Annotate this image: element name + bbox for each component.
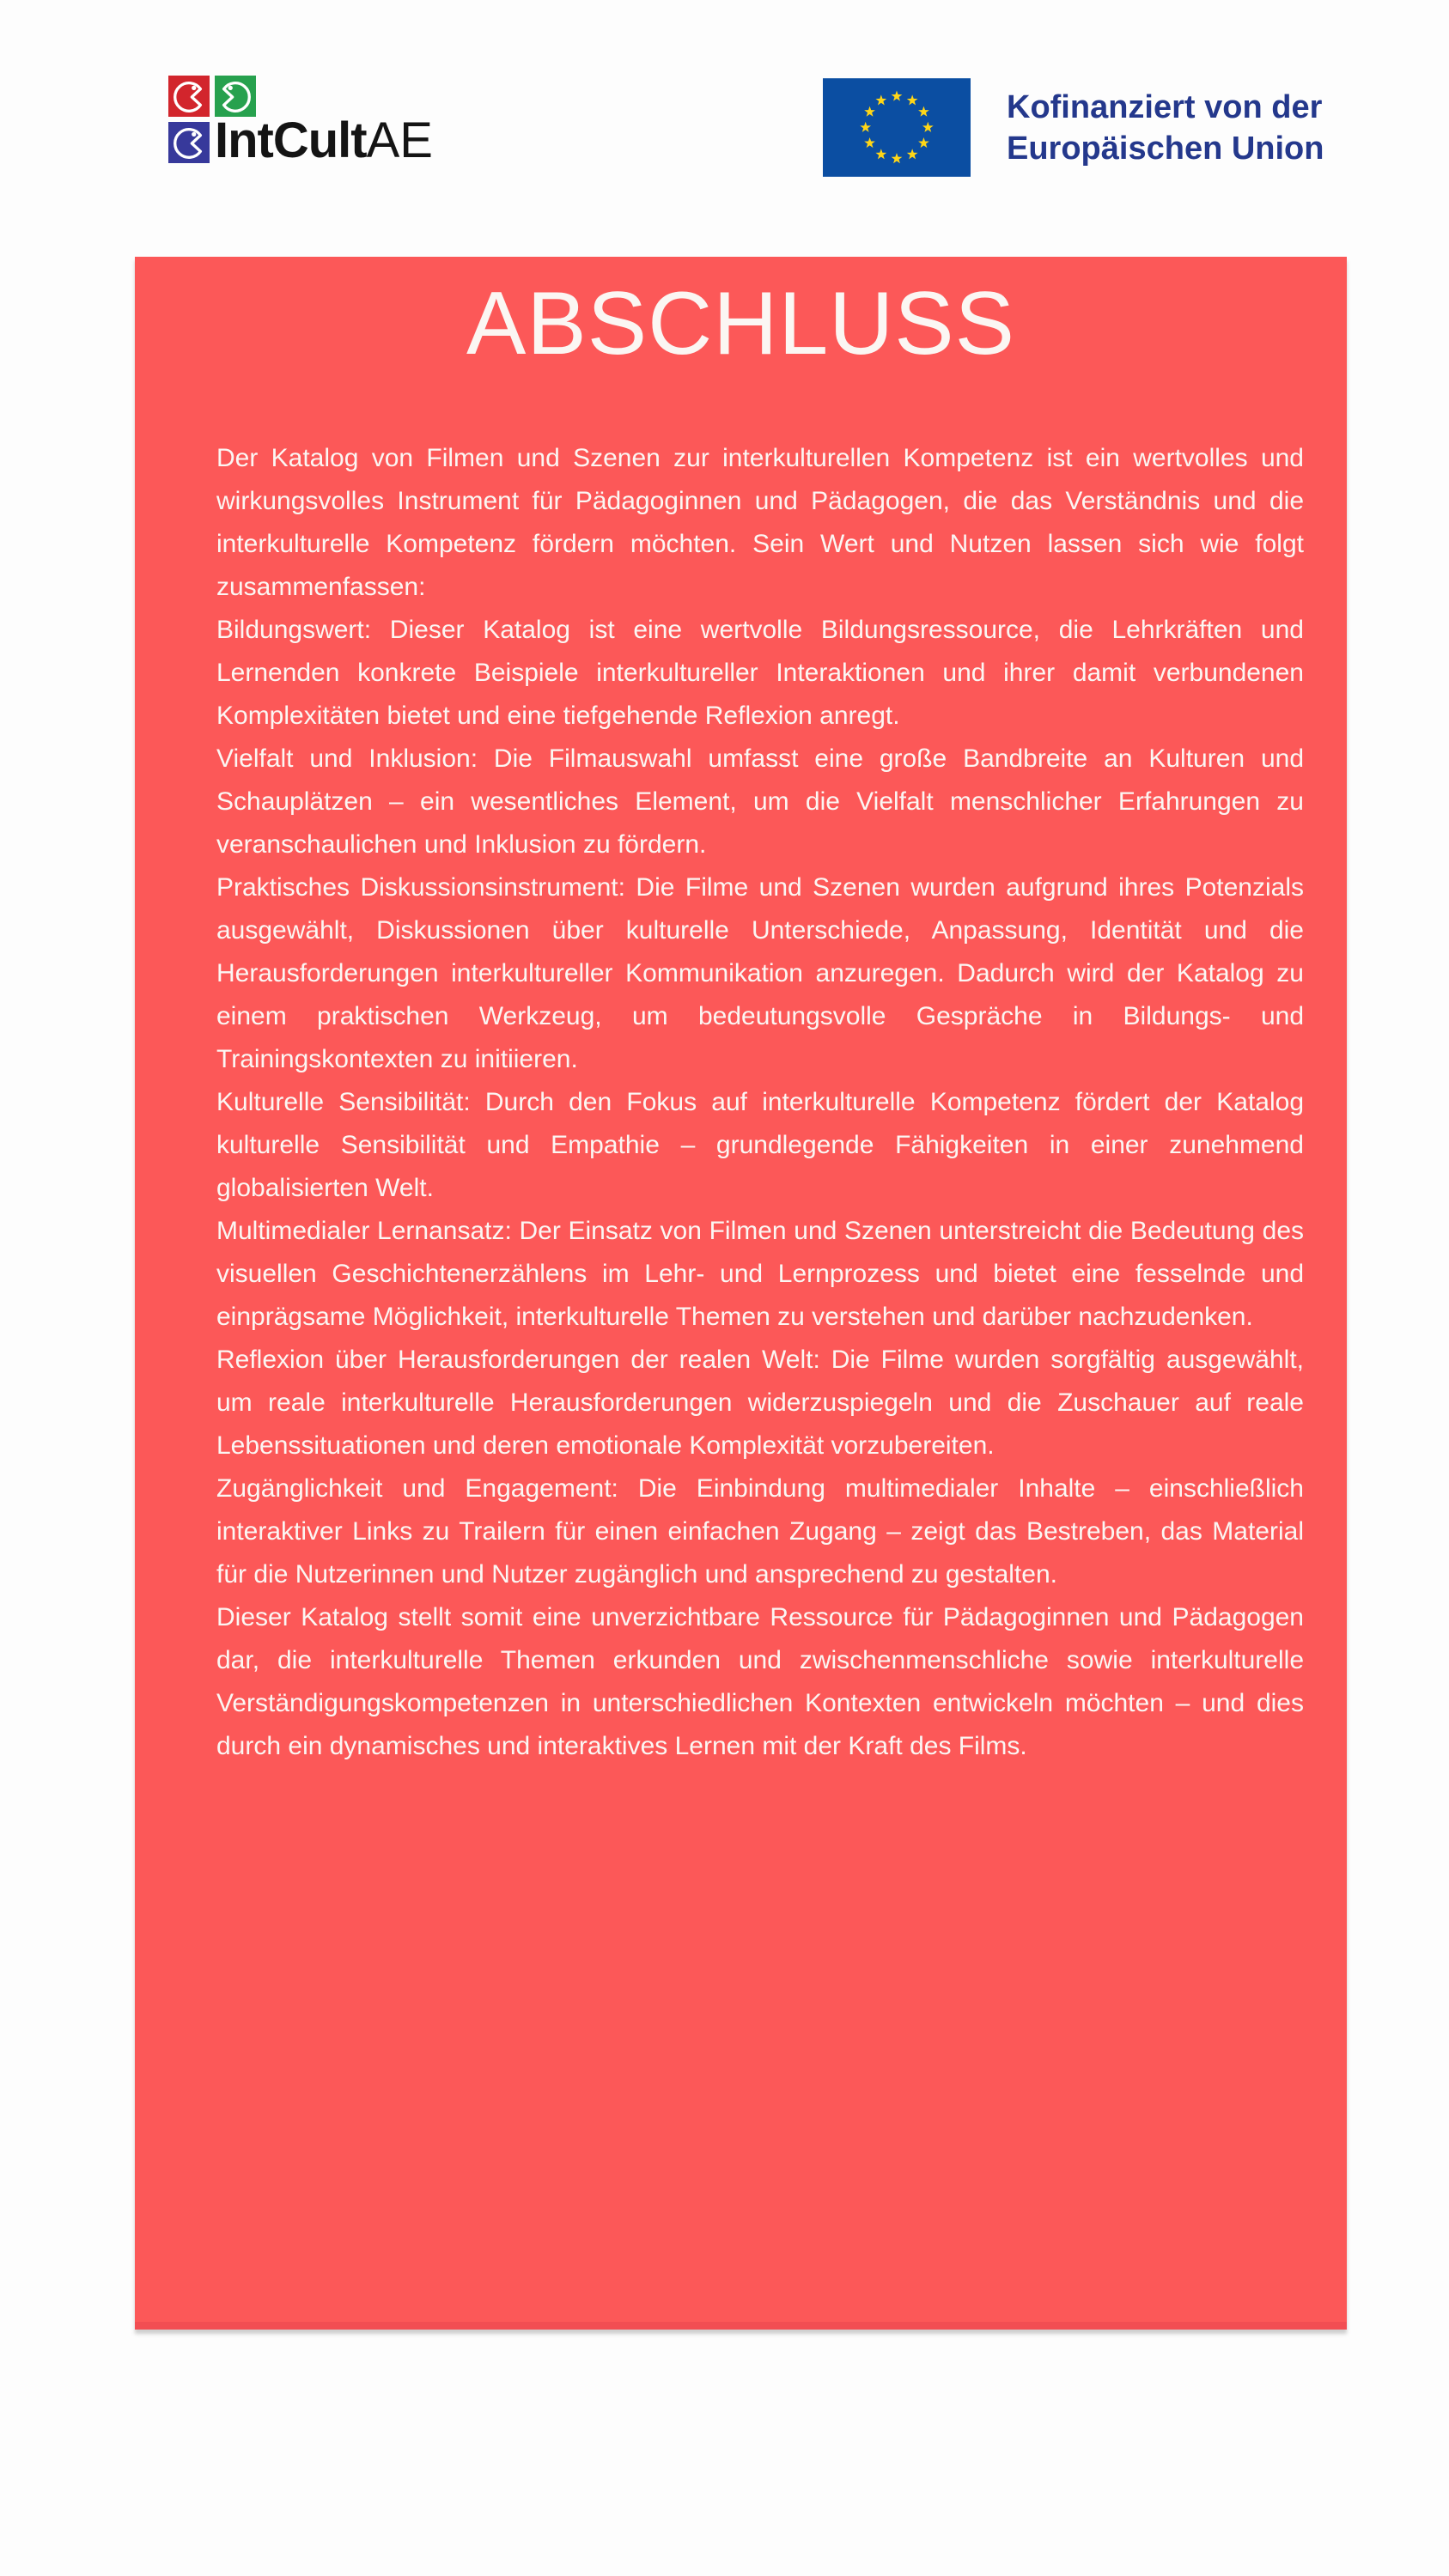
intcultae-wordmark (215, 112, 433, 168)
page-title: ABSCHLUSS (466, 274, 1015, 374)
paragraph-fazit: Dieser Katalog stellt somit eine unverzichtbare Ressource für Pädagoginnen und Pädagogen dar, die interkulturelle Themen erkunden und zwischenmenschliche sowie interkulturelle Verständigungskompetenzen in unterschiedlichen Kontexten entwickeln möchten – und dies durch ein dynamisches und interaktives Lernen mit der Kraft des Films. (216, 1603, 1304, 1760)
eu-cofunded-label-line2: Europäischen Union (1007, 130, 1324, 167)
body-text (216, 437, 1304, 1768)
intcultae-wordmark-bold: IntCult (215, 112, 367, 168)
paragraph-kulturelle-sensibilitaet: Kulturelle Sensibilität: Durch den Fokus auf interkulturelle Kompetenz fördert der Katalog kulturelle Sensibilität und Empathie – grundlegende Fähigkeiten in einer zunehmend globalisierten Welt. (216, 1088, 1304, 1202)
eu-cofunded-logo (823, 78, 1324, 177)
intcultae-logo-row-top (168, 76, 581, 117)
paragraph-zugaenglichkeit-engagement: Zugänglichkeit und Engagement: Die Einbindung multimedialer Inhalte – einschließlich interaktiver Links zu Trailern für einen einfachen Zugang – zeigt das Bestreben, das Material für die Nutzerinnen und Nutzer zugänglich und ansprechend zu gestalten. (216, 1474, 1304, 1589)
green-face-icon (215, 76, 256, 117)
paragraph-multimedialer-lernansatz: Multimedialer Lernansatz: Der Einsatz von Filmen und Szenen unterstreicht die Bedeutung des visuellen Geschichtenerzählens im Lehr- und Lernprozess und bietet eine fesselnde und einprägsame Möglichkeit, interkulturelle Themen zu verstehen und darüber nachzudenken. (216, 1217, 1304, 1331)
paragraph-reflexion-reale-welt: Reflexion über Herausforderungen der realen Welt: Die Filme wurden sorgfältig ausgewählt, um reale interkulturelle Herausforderungen widerzuspiegeln und die Zuschauer auf reale Lebenssituationen und deren emotionale Komplexität vorzubereiten. (216, 1346, 1304, 1460)
paragraph-intro: Der Katalog von Filmen und Szenen zur interkulturellen Kompetenz ist ein wertvolles und wirkungsvolles Instrument für Pädagoginnen und Pädagogen, die das Verständnis und die interkulturelle Kompetenz fördern möchten. Sein Wert und Nutzen lassen sich wie folgt zusammenfassen: (216, 444, 1304, 601)
abschluss-panel (135, 257, 1347, 2330)
eu-flag-icon (823, 78, 971, 177)
paragraph-diskussionsinstrument: Praktisches Diskussionsinstrument: Die Filme und Szenen wurden aufgrund ihres Potenzials ausgewählt, Diskussionen über kulturelle Unterschiede, Anpassung, Identität und die Herausforderungen interkultureller Kommunikation anzuregen. Dadurch wird der Katalog zu einem praktischen Werkzeug, um bedeutungsvolle Gespräche in Bildungs- und Trainingskontexten zu initiieren. (216, 873, 1304, 1073)
eu-cofunded-label (1007, 87, 1324, 169)
intcultae-logo-row-bottom (168, 112, 581, 168)
eu-cofunded-label-line1: Kofinanziert von der (1007, 88, 1323, 125)
paragraph-bildungswert: Bildungswert: Dieser Katalog ist eine wertvolle Bildungsressource, die Lehrkräften und Lernenden konkrete Beispiele interkultureller Interaktionen und ihrer damit verbundenen Komplexitäten bietet und eine tiefgehende Reflexion anregt. (216, 616, 1304, 730)
blue-face-icon (168, 122, 210, 163)
intcultae-wordmark-light: AE (366, 112, 433, 168)
paragraph-vielfalt-inklusion: Vielfalt und Inklusion: Die Filmauswahl umfasst eine große Bandbreite an Kulturen und Schauplätzen – ein wesentliches Element, um die Vielfalt menschlicher Erfahrungen zu veranschaulichen und Inklusion zu fördern. (216, 744, 1304, 859)
red-face-icon (168, 76, 210, 117)
intcultae-logo (168, 76, 581, 168)
